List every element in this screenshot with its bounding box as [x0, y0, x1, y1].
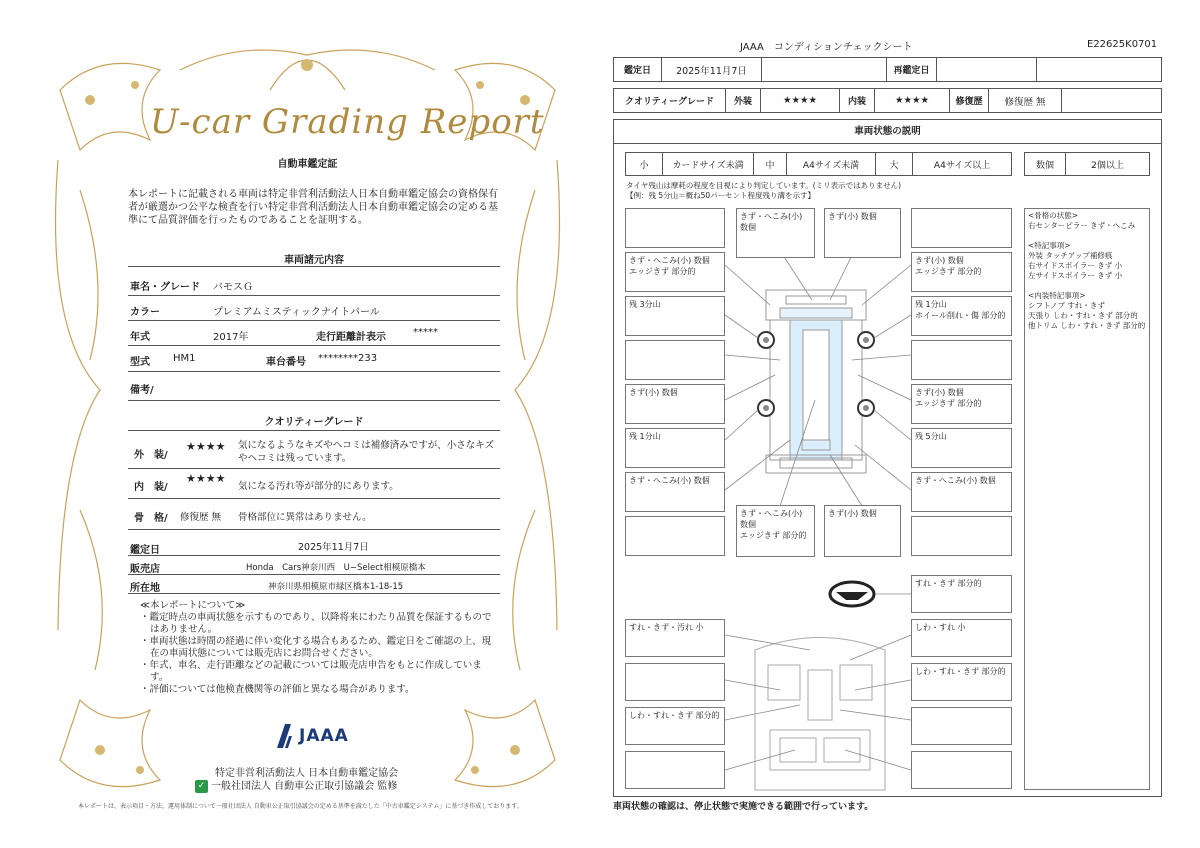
condition-heading: 車両状態の説明: [613, 119, 1162, 144]
interior-box-left-2: [625, 663, 725, 701]
address-label: 所在地: [130, 583, 160, 594]
interior-box-right-3: [911, 707, 1012, 745]
odometer-value: *****: [413, 327, 438, 338]
sheet-quality-label: クオリティーグレード: [613, 88, 726, 113]
legend-medium: 中: [753, 152, 787, 176]
sheet-date-value: 2025年11月7日: [661, 57, 762, 82]
damage-box-top-right: きず(小) 数個: [824, 208, 901, 258]
model-value: HM1: [173, 353, 196, 364]
steering-box: すれ・きず 部分的: [911, 575, 1012, 613]
association-line-1: 特定非営利活動法人 日本自動車鑑定協会: [215, 768, 399, 779]
note-item: ・車両状態は時間の経過に伴い変化する場合もあるため、鑑定日をご確認の上、現在の車両状態については販売店にお問合せください。: [140, 636, 492, 659]
certificate-footer: 本レポートは、表示項目・方法、運用体制について一般社団法人 自動車公正取引協議会の定める基準を満たした「中古車鑑定システム」に基づき作成しております。: [78, 803, 523, 810]
dealer-value: Honda Cars神奈川西 U−Select相模原橋本: [246, 563, 426, 573]
dealer-label: 販売店: [130, 564, 160, 575]
frame-description: 骨格部位に異常はありません。: [238, 512, 372, 523]
damage-box-right-5: きず(小) 数個 エッジきず 部分的: [911, 384, 1012, 424]
odometer-label: 走行距離計表示: [316, 332, 386, 343]
legend-count-desc: 2個以上: [1065, 152, 1150, 176]
certificate-intro: 本レポートに記載される車両は特定非営利活動法人日本自動車鑑定協会の資格保有者が厳選かつ公平な検査を行い特定非営利活動法人日本自動車鑑定協会の定める基準にて品質評価を行ったものであることを証明する。: [128, 189, 498, 226]
interior-description: 気になる汚れ等が部分的にあります。: [238, 481, 399, 492]
interior-label: 内 装/: [134, 482, 168, 493]
damage-box-bottom-right: きず(小) 数個: [824, 505, 901, 557]
damage-box-left-7: きず・へこみ(小) 数個: [625, 472, 725, 512]
color-value: プレミアムミスティックナイトパール: [213, 307, 380, 318]
interior-box-left-1: すれ・きず・汚れ 小: [625, 619, 725, 657]
exterior-description: 気になるようなキズやヘコミは補修済みですが、小さなキズやヘコミは残っています。: [238, 440, 495, 464]
damage-box-right-7: きず・へこみ(小) 数個: [911, 472, 1012, 512]
legend-small-desc: カードサイズ未満: [662, 152, 754, 176]
note-item: ・評価については他検査機関等の評価と異なる場合があります。: [140, 684, 415, 695]
name-value: バモスＧ: [213, 282, 253, 293]
model-label: 型式: [130, 357, 150, 368]
logo-text: JAAA: [299, 726, 349, 746]
tire-note-2: 【例：残 5分山＝概ね50パーセント程度残り溝を示す】: [626, 191, 816, 200]
interior-box-right-2: しわ・すれ・きず 部分的: [911, 663, 1012, 701]
frame-value: 修復歴 無: [180, 512, 222, 523]
damage-box-top-left: きず・へこみ(小) 数個: [736, 208, 815, 258]
quality-heading: クオリティーグレード: [264, 417, 364, 428]
chassis-value: ********233: [318, 353, 378, 364]
special-notes-panel: <骨格の状態> 右センターピラー きず・へこみ <特記事項> 外装 タッチアップ補修痕 右サイドスポイラー きず 小 左サイドスポイラー きず 小 <内装特記事項> シフトノブ すれ・きず 天張り しわ・すれ・きず 部分的 他トリム しわ・すれ・きず 部分的: [1024, 208, 1150, 790]
interior-box-left-3: しわ・すれ・きず 部分的: [625, 707, 725, 745]
legend-large-desc: A4サイズ以上: [912, 152, 1012, 176]
spec-heading: 車両諸元内容: [284, 255, 344, 266]
interior-stars: ★★★★: [186, 472, 226, 485]
exterior-label: 外 装/: [134, 450, 168, 461]
association-line-2: 一般社団法人 自動車公正取引協議会 監修: [211, 780, 398, 792]
document-id: E22625K0701: [1087, 39, 1158, 50]
sheet-footer: 車両状態の確認は、停止状態で実施できる範囲で行っています。: [613, 802, 874, 812]
fair-trade-icon: ✓: [195, 780, 208, 793]
name-label: 車名・グレード: [130, 282, 200, 293]
tire-box-front-left: 残 3分山: [625, 296, 725, 336]
tire-box-rear-right: 残 5分山: [911, 428, 1012, 468]
legend-count: 数個: [1024, 152, 1066, 176]
chassis-label: 車台番号: [266, 357, 306, 368]
note-item: ・鑑定時点の車両状態を示すものであり、以降将来にわたり品質を保証するものではありません。: [140, 612, 492, 635]
damage-box-right-2: きず(小) 数個 エッジきず 部分的: [911, 252, 1012, 292]
date-value: 2025年11月7日: [298, 542, 369, 553]
note-item: ・年式、車名、走行距離などの記載については販売店申告をもとに作成しています。: [140, 660, 482, 683]
exterior-stars: ★★★★: [186, 440, 226, 453]
year-label: 年式: [130, 332, 150, 343]
frame-label: 骨 格/: [134, 513, 168, 524]
color-label: カラー: [130, 307, 160, 318]
certificate-title: U-car Grading Report: [150, 102, 545, 142]
interior-box-left-4: [625, 751, 725, 789]
sheet-interior-label: 内装: [839, 88, 875, 113]
date-label: 鑑定日: [130, 545, 160, 556]
sheet-repair-value: 修復歴 無: [988, 88, 1062, 113]
tire-box-rear-left: 残 1分山: [625, 428, 725, 468]
sheet-exterior-stars: ★★★★: [760, 88, 840, 113]
interior-box-right-1: しわ・すれ 小: [911, 619, 1012, 657]
tire-note-1: タイヤ残山は摩耗の程度を目視により判定しています。(ミリ表示ではありません): [626, 181, 902, 190]
sheet-exterior-label: 外装: [725, 88, 761, 113]
damage-box-bottom-left: きず・へこみ(小) 数個 エッジきず 部分的: [736, 505, 815, 557]
legend-small: 小: [625, 152, 663, 176]
legend-large: 大: [875, 152, 913, 176]
interior-box-right-4: [911, 751, 1012, 789]
tire-box-front-right: 残 1分山 ホイール削れ・傷 部分的: [911, 296, 1012, 336]
certificate-subtitle: 自動車鑑定証: [277, 159, 338, 170]
damage-box-left-2: きず・へこみ(小) 数個 エッジきず 部分的: [625, 252, 725, 292]
sheet-repair-label: 修復歴: [949, 88, 989, 113]
year-value: 2017年: [213, 332, 249, 343]
damage-box-left-5: きず(小) 数個: [625, 384, 725, 424]
sheet-interior-stars: ★★★★: [874, 88, 950, 113]
address-value: 神奈川県相模原市緑区橋本1-18-15: [268, 582, 404, 592]
sheet-date-label: 鑑定日: [613, 57, 662, 82]
legend-medium-desc: A4サイズ未満: [786, 152, 876, 176]
redate-label: 再鑑定日: [886, 57, 937, 82]
remarks-label: 備考/: [130, 385, 154, 396]
notes-title: ≪本レポートについて≫: [140, 600, 246, 611]
sheet-title: JAAA コンディションチェックシート: [740, 42, 913, 53]
